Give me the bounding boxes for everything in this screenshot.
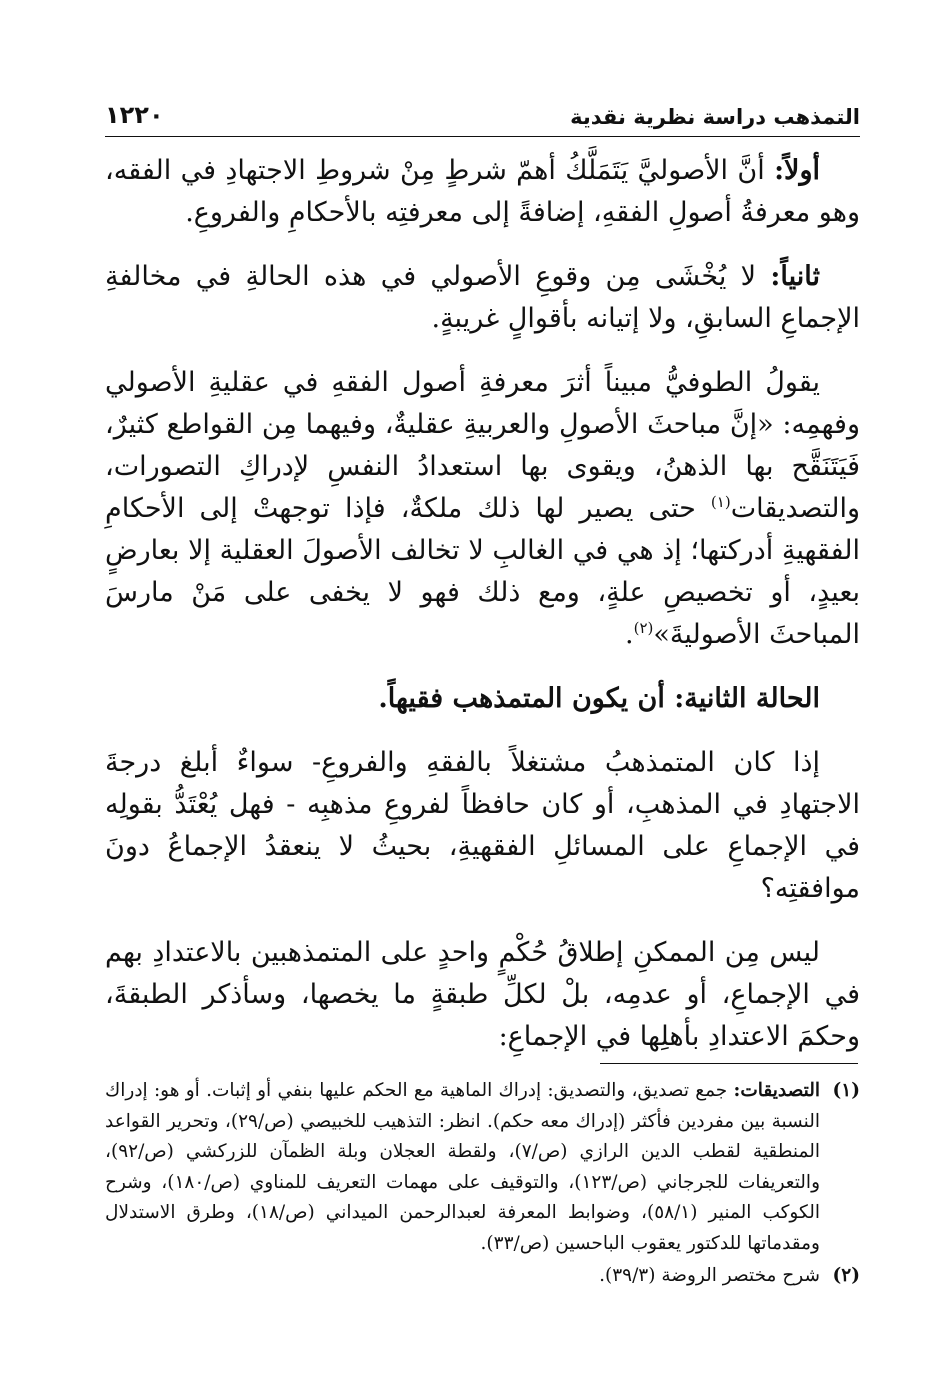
quote-part-a: «إنَّ مباحثَ الأصولِ والعربيةِ عقليةٌ، وفيهما مِن القواطع كثيرٌ، فَيَتَنَقَّح بها الذهنُ، ويقوى بها استعدادُ النفسِ لإدراكِ التصورات، والتصديقات <box>105 409 861 524</box>
footnote-number: (١) <box>832 1080 860 1101</box>
quote-part-b: حتى يصير لها ذلك ملكةٌ، فإذا توجهتْ إلى الأحكامِ الفقهيةِ أدركتها؛ إذ هي في الغالبِ لا تخالف الأصولَ العقلية إلا بعارضٍ بعيدٍ، أو تخصيصِ علةٍ، ومع ذلك فهو لا يخفى على مَنْ مارسَ المباحثَ الأصوليةَ» <box>105 493 860 650</box>
point-label-second: ثانياً: <box>770 261 820 292</box>
footnote-body: شرح مختصر الروضة (٣٩/٣). <box>599 1265 820 1286</box>
paragraph-tufi-quote <box>105 362 860 656</box>
section-heading-label: الحالة الثانية: <box>674 683 820 714</box>
quote-end: . <box>624 619 634 650</box>
footnote-ref-1[interactable]: (١) <box>710 493 731 511</box>
point-text-first: أنَّ الأصوليَّ يَتَمَلَّكُ أهمّ شرطٍ مِنْ شروطِ الاجتهادِ في الفقه، وهو معرفةُ أصولِ الفقهِ، إضافةً إلى معرفتِه بالأحكامِ والفروعِ. <box>105 155 860 228</box>
section-heading <box>105 678 860 720</box>
page-header <box>105 100 860 137</box>
footnote-item <box>105 1076 860 1259</box>
point-text-second: لا يُخْشَى مِن وقوعِ الأصولي في هذه الحالةِ في مخالفةِ الإجماعِ السابقِ، ولا إتيانه بأقوالٍ غريبةٍ. <box>105 261 860 334</box>
footnote-item <box>105 1261 860 1292</box>
footnote-body: جمع تصديق، والتصديق: إدراك الماهية مع الحكم عليها بنفي أو إثبات. أو هو: إدراك النسبة بين مفردين فأكثر (إدراك معه حكم). انظر: التذهيب للخبيصي (ص/٢٩)، وتحرير القواعد المنطقية لقطب الدين الرازي (ص/٧)، ولقطة العجلان وبلة الظمآن للزركشي (ص/٩٢)، والتعريفات للجرجاني (ص/١٢٣)، والتوقيف على مهمات التعريف للمناوي (ص/١٨٠)، وشرح الكوكب المنير (٥٨/١)، وضوابط المعرفة لعبدالرحمن الميداني (ص/١٨)، وطرق الاستدلال ومقدماتها للدكتور يعقوب الباحسين (ص/٣٣). <box>105 1080 821 1254</box>
question-text: إذا كان المتمذهبُ مشتغلاً بالفقهِ والفروعِ- سواءٌ أبلغ درجةَ الاجتهادِ في المذهبِ، أو كان حافظاً لفروعِ مذهبِه - فهل يُعْتَدُّ بقولِه في الإجماعِ على المسائلِ الفقهيةِ، بحيثُ لا ينعقدُ الإجماعُ دونَ موافقتِه؟ <box>105 747 860 904</box>
classes-text: ليس مِن الممكنِ إطلاقُ حُكْمٍ واحدٍ على المتمذهبين بالاعتدادِ بهم في الإجماعِ، أو عدمِه، بلْ لكلِّ طبقةٍ ما يخصها، وسأذكر الطبقةَ، وحكمَ الاعتدادِ بأهلِها في الإجماعِ: <box>105 937 860 1052</box>
footnote-text <box>105 1076 820 1259</box>
point-label-first: أولاً: <box>774 155 820 186</box>
footnote-number: (٢) <box>832 1265 860 1286</box>
paragraph-question <box>105 742 860 910</box>
page-number: ١٢٢٠ <box>105 101 164 129</box>
quote-intro: يقولُ الطوفيُّ مبيناً أثرَ معرفةِ أصول الفقهِ في عقليةِ الأصولي وفهمِه: <box>105 367 860 440</box>
footnote-text <box>105 1261 820 1292</box>
footnotes <box>105 1076 860 1294</box>
paragraph-classes <box>105 932 860 1058</box>
paragraph-second-point <box>105 256 860 340</box>
footnote-term: التصديقات: <box>733 1080 821 1101</box>
section-heading-text: أن يكون المتمذهب فقيهاً. <box>378 683 665 714</box>
running-title: التمذهب دراسة نظرية نقدية <box>570 105 860 129</box>
paragraph-first-point <box>105 150 860 234</box>
footnote-separator <box>600 1063 858 1064</box>
main-text <box>105 150 860 1080</box>
footnote-ref-2[interactable]: (٢) <box>633 619 654 637</box>
